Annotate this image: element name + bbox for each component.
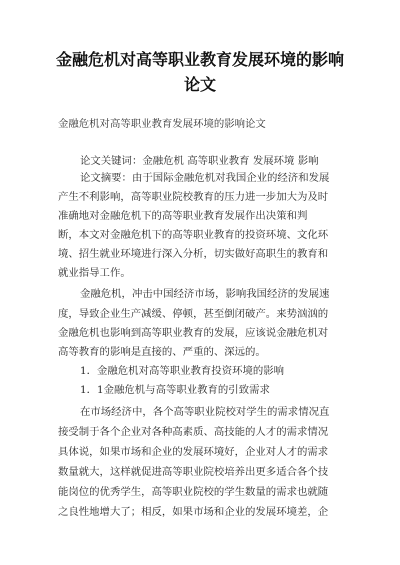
body-line: 接受制于各个企业对各种高素质、高技能的人才的需求情况 <box>58 426 329 438</box>
subsection-heading: 1．1金融危机与高等职业教育的引致需求 <box>80 384 270 396</box>
section-heading: 1．金融危机对高等职业教育投资环境的影响 <box>80 365 285 377</box>
document-subtitle: 金融危机对高等职业教育发展环境的影响论文 <box>58 118 266 130</box>
document-title-line-1: 金融危机对高等职业教育发展环境的影响 <box>55 50 344 69</box>
abstract-line: 就业指导工作。 <box>58 267 131 279</box>
abstract-line: 境、招生就业环境进行深入分析，切实做好高职生的教育和 <box>58 248 329 260</box>
abstract-line: 准确地对金融危机下的高等职业教育发展作出决策和判 <box>58 210 308 222</box>
keywords-line: 论文关键词：金融危机 高等职业教育 发展环境 影响 <box>80 155 319 167</box>
body-line: 之良性地增大了；相反，如果市场和企业的发展环境差，企 <box>58 506 329 518</box>
body-line: 具体说，如果市场和企业的发展环境好，企业对人才的需求 <box>58 446 329 458</box>
body-line: 数量就大，这样就促进高等职业院校培养出更多适合各个技 <box>58 466 329 478</box>
abstract-line: 断，本文对金融危机下的高等职业教育的投资环境、文化环 <box>58 229 329 241</box>
abstract-line: 产生不利影响，高等职业院校教育的压力进一步加大为及时 <box>58 191 329 203</box>
intro-line: 度，导致企业生产减缓、停顿，甚至倒闭破产。来势汹汹的 <box>58 308 329 320</box>
body-line: 在市场经济中，各个高等职业院校对学生的需求情况直 <box>80 406 330 418</box>
intro-line: 高等教育的影响是直接的、严重的、深远的。 <box>58 346 266 358</box>
intro-line: 金融危机也影响到高等职业教育的发展，应该说金融危机对 <box>58 327 329 339</box>
document-title-line-2: 论文 <box>183 75 216 94</box>
body-line: 能岗位的优秀学生，高等职业院校的学生数量的需求也就随 <box>58 486 329 498</box>
intro-line: 金融危机，冲击中国经济市场，影响我国经济的发展速 <box>80 288 330 300</box>
abstract-line: 论文摘要：由于国际金融危机对我国企业的经济和发展 <box>80 172 330 184</box>
